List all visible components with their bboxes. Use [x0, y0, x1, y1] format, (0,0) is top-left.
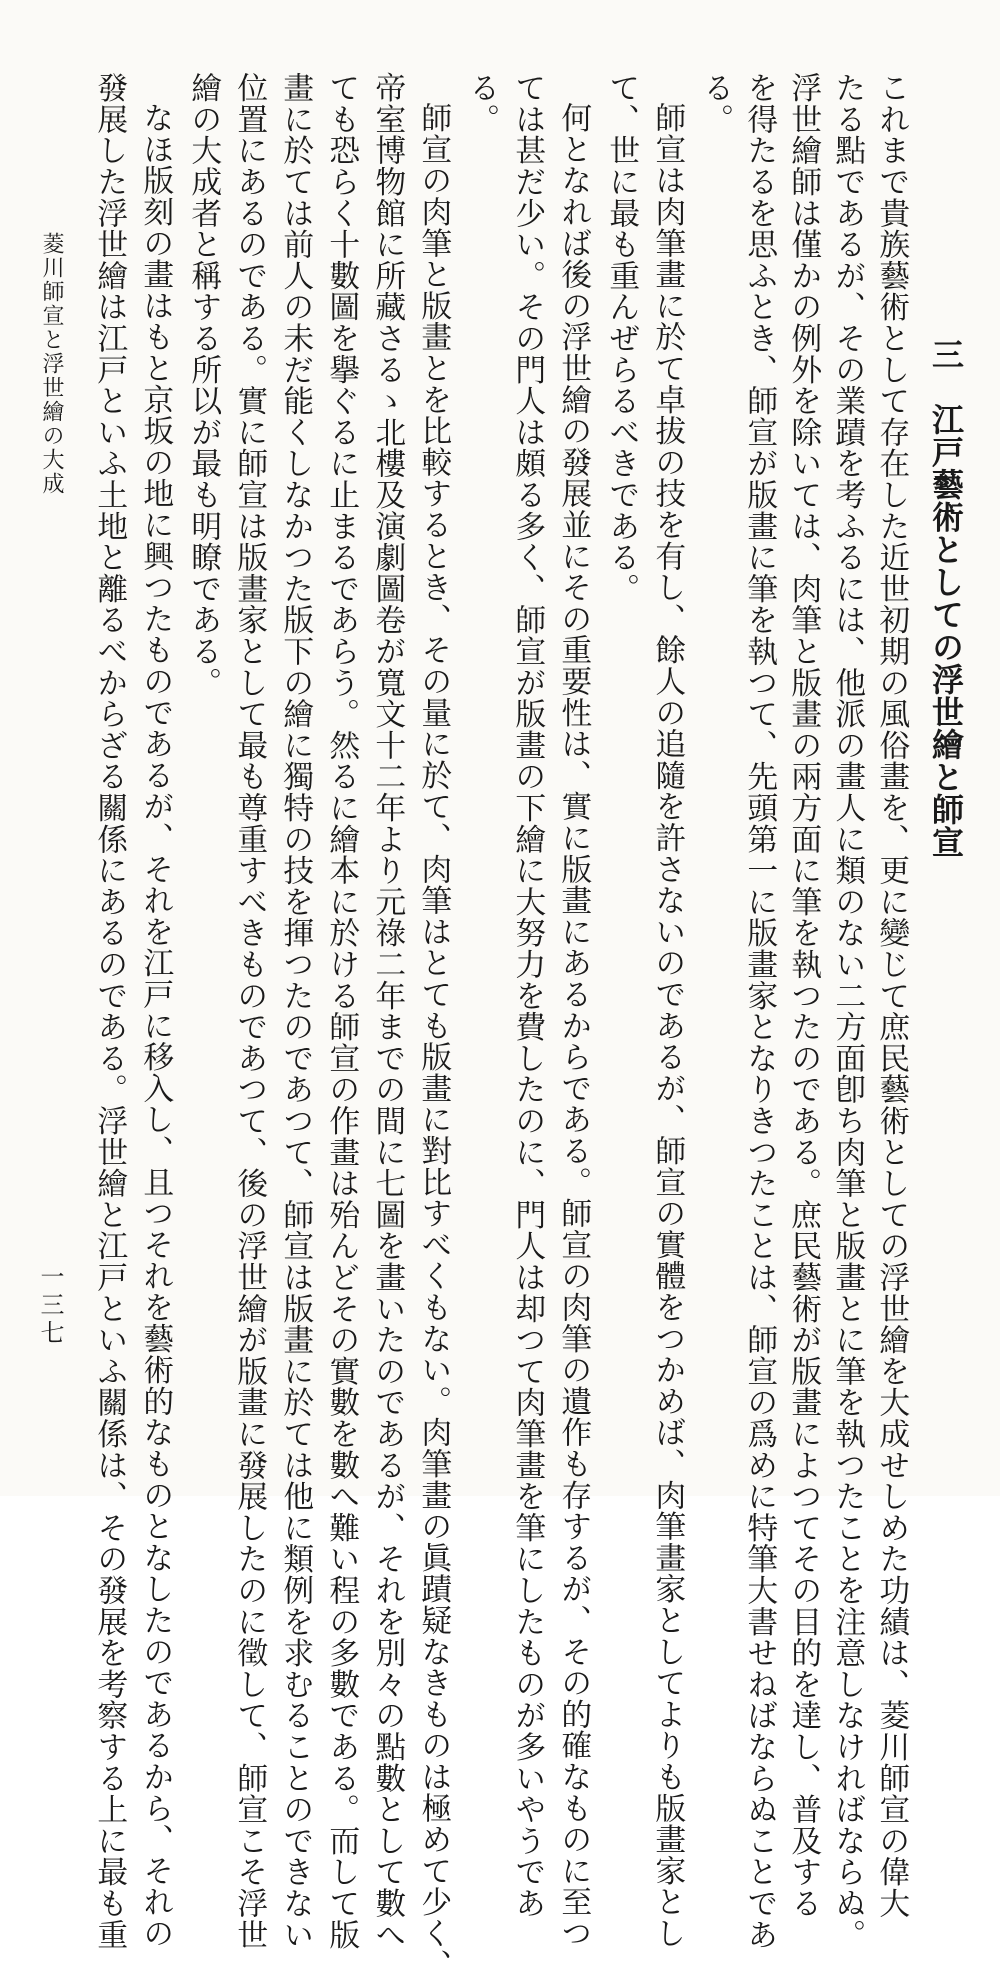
text-column: 畫に於ては前人の未だ能くしなかつた版下の繪に獨特の技を揮つたのであつて、師宣は版畫に於ては他に類例を求むることのできない [277, 72, 314, 1950]
text-column: 師宣の肉筆と版畫とを比較するとき、その量に於て、肉筆はとても版畫に對比すべくもない。肉筆畫の眞蹟疑なきものは極めて少く、 [415, 102, 452, 1980]
text-column: これまで貴族藝術として存在した近世初期の風俗畫を、更に變じて庶民藝術としての浮世繪を大成せしめた功績は、菱川師宣の偉大 [873, 72, 910, 1919]
text-column: を得たるを思ふとき、師宣が版畫に筆を執つて、先頭第一に版畫家となりきつたことは、師宣の爲めに特筆大書せねばならぬことであ [741, 72, 778, 1950]
text-column: ては甚だ少い。その門人は頗る多く、師宣が版畫の下繪に大努力を費したのに、門人は却つて肉筆畫を筆にしたものが多いやうであ [509, 72, 546, 1919]
text-column: ても恐らく十數圖を擧ぐるに止まるであらう。然るに繪本に於ける師宣の作畫は殆んどその實數を數へ難い程の多數である。而して版 [323, 72, 360, 1950]
page-number: 一三七 [36, 1264, 64, 1348]
running-head: 菱川師宣と浮世繪の大成 [39, 232, 64, 496]
text-column: る。 [697, 72, 734, 135]
text-column: 發展した浮世繪は江戸といふ土地と離るべからざる關係にあるのである。浮世繪と江戸といふ關係は、その發展を考察する上に最も重 [91, 72, 128, 1950]
text-column: 浮世繪師は僅かの例外を除いては、肉筆と版畫の兩方面に筆を執つたのである。庶民藝術が版畫によつてその目的を達し、普及する [785, 72, 822, 1919]
text-column: 繪の大成者と稱する所以が最も明瞭である。 [185, 72, 222, 698]
text-column: たる點であるが、その業蹟を考ふるには、他派の畫人に類のない二方面卽ち肉筆と版畫とに筆を執つたことを注意しなければならぬ。 [829, 72, 866, 1950]
text-column: 位置にあるのである。實に師宣は版畫家として最も尊重すべきものであつて、後の浮世繪が版畫に發展したのに徵して、師宣こそ浮世 [231, 72, 268, 1950]
text-column: 帝室博物館に所藏さるゝ北樓及演劇圖卷が寬文十二年より元祿二年までの間に七圖を畫いたのであるが、それを別々の點數として數へ [369, 72, 406, 1950]
text-column: て、世に最も重んぜらるべきである。 [603, 72, 640, 605]
text-column: 師宣は肉筆畫に於て卓拔の技を有し、餘人の追隨を許さないのであるが、師宣の實體をつかめば、肉筆畫家としてよりも版畫家とし [649, 102, 686, 1949]
text-column: 何となれば後の浮世繪の發展並にその重要性は、實に版畫にあるからである。師宣の肉筆の遺作も存するが、その的確なものに至つ [555, 102, 592, 1949]
text-column: る。 [463, 72, 500, 135]
section-heading: 三 江戸藝術としての浮世繪と師宣 [927, 338, 965, 858]
text-column: なほ版刻の畫はもと京坂の地に興つたものであるが、それを江戸に移入し、且つそれを藝術的なものとなしたのであるから、それの [137, 102, 174, 1949]
